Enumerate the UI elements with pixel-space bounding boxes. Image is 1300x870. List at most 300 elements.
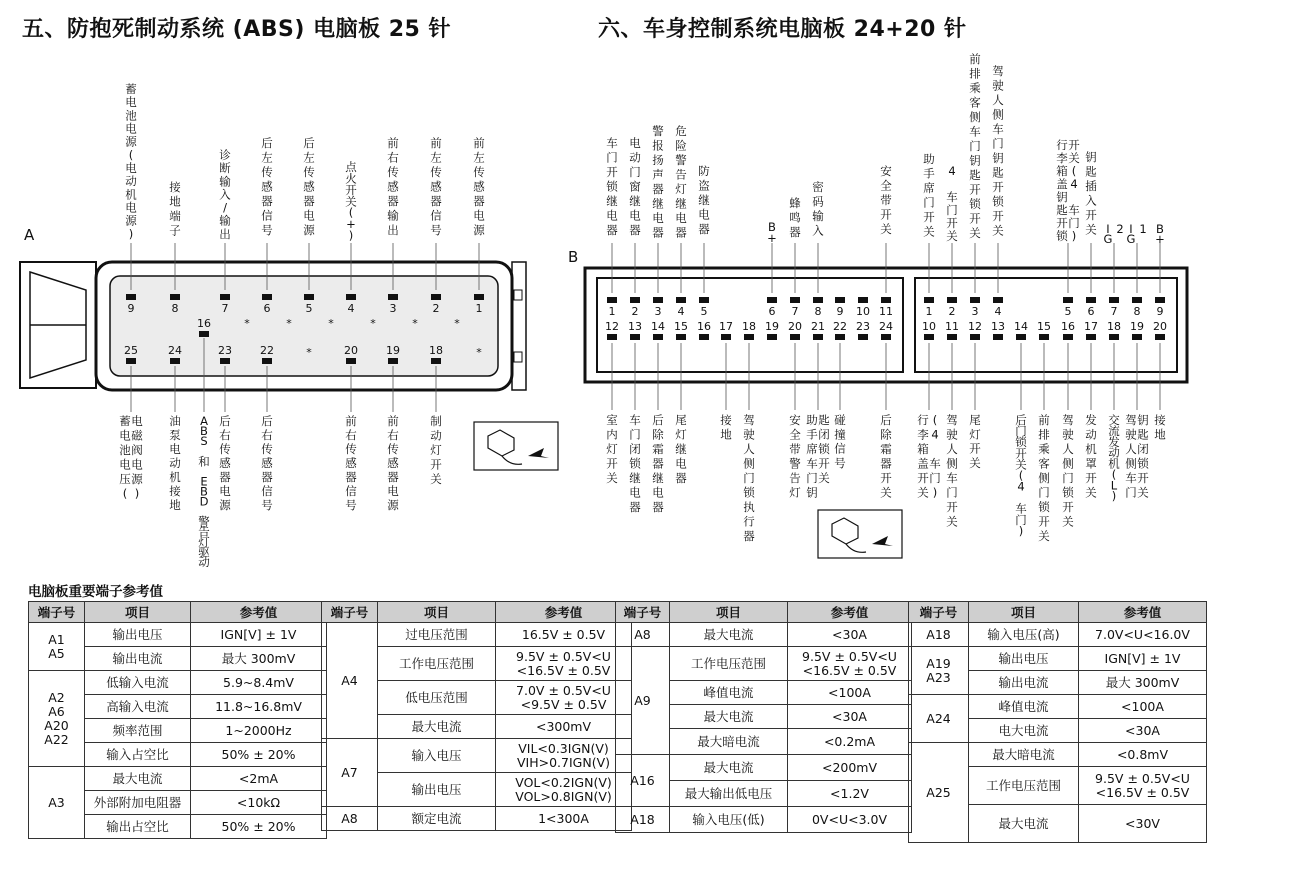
label-char: 开 bbox=[1085, 471, 1097, 485]
label-char: 源 bbox=[125, 213, 137, 228]
label-char: 开 bbox=[880, 471, 892, 485]
item-cell: 最大暗电流 bbox=[670, 729, 788, 755]
label-char: 电 bbox=[629, 136, 641, 150]
label-char: 门 bbox=[629, 165, 641, 179]
label-char: 器 bbox=[743, 529, 755, 543]
pin-number: 8 bbox=[1133, 305, 1141, 318]
label-char: 关 bbox=[992, 223, 1004, 238]
pin-contact bbox=[170, 294, 180, 300]
label-char: 继 bbox=[675, 442, 687, 456]
value-cell: <200mV bbox=[788, 755, 912, 781]
table-row bbox=[909, 647, 1207, 671]
label-char: 诊 bbox=[219, 148, 231, 162]
label-char: 灯 bbox=[430, 443, 442, 457]
label-char: 信 bbox=[430, 208, 442, 223]
label-char: 门 bbox=[806, 471, 818, 485]
label-char: 告 bbox=[789, 471, 801, 485]
table-row bbox=[616, 755, 912, 781]
label-char: 感 bbox=[303, 179, 315, 194]
pin-contact bbox=[790, 334, 800, 340]
label-char: 侧 bbox=[946, 456, 958, 471]
label-char: 尾 bbox=[969, 413, 981, 427]
unused-pin-star: * bbox=[370, 317, 376, 330]
value-cell: 1<300A bbox=[496, 807, 632, 831]
label-char: 器 bbox=[219, 470, 231, 484]
item-cell: 输出电压 bbox=[85, 623, 191, 647]
label-char: 门 bbox=[1125, 485, 1137, 500]
pin-label bbox=[720, 413, 732, 442]
label-char: 开 bbox=[946, 500, 958, 514]
label-char: 接 bbox=[1154, 413, 1166, 427]
table-row bbox=[909, 743, 1207, 767]
pin-contact bbox=[970, 297, 980, 303]
label-char: 出 bbox=[219, 226, 231, 241]
label-char: 关 bbox=[1085, 222, 1097, 237]
label-char: 后 bbox=[261, 136, 273, 150]
pin-number: 10 bbox=[922, 320, 936, 333]
pin-number: 13 bbox=[991, 320, 1005, 333]
label-char: 开 bbox=[992, 180, 1004, 194]
label-char: ( bbox=[348, 205, 354, 220]
label-char: 密 bbox=[812, 180, 824, 194]
label-char: 警 bbox=[675, 153, 687, 167]
pin-contact bbox=[170, 358, 180, 364]
label-char: 池 bbox=[119, 443, 131, 457]
label-char: 声 bbox=[652, 167, 664, 182]
value-cell: <0.2mA bbox=[788, 729, 912, 755]
label-char: I bbox=[1129, 222, 1133, 236]
pin-label bbox=[1085, 150, 1097, 237]
header-item: 项目 bbox=[969, 602, 1079, 623]
pin-label bbox=[698, 164, 710, 236]
label-char: 入 bbox=[219, 187, 231, 202]
pin-number: 12 bbox=[968, 320, 982, 333]
label-char: 行 bbox=[743, 514, 755, 529]
label-char: 锁 bbox=[1015, 435, 1027, 450]
label-char: 电 bbox=[387, 484, 399, 498]
label-char: 窗 bbox=[629, 179, 641, 194]
unused-pin-star: * bbox=[412, 317, 418, 330]
label-char: ) bbox=[1018, 523, 1024, 538]
label-char: 号 bbox=[345, 498, 357, 512]
pin-label bbox=[880, 413, 892, 500]
label-char: 报 bbox=[652, 138, 664, 153]
label-char: 磁 bbox=[131, 428, 143, 443]
label-char: 车 bbox=[946, 471, 958, 485]
label-char: 关 bbox=[345, 194, 357, 209]
label-char: 器 bbox=[629, 223, 641, 237]
label-char: 压 bbox=[119, 472, 131, 486]
label-char: 机 bbox=[1085, 442, 1097, 456]
pin-number: 7 bbox=[1110, 305, 1118, 318]
label-char: 手 bbox=[806, 427, 818, 442]
pin-contact bbox=[676, 297, 686, 303]
label-char: 动 bbox=[1085, 427, 1097, 442]
label-char: 乘 bbox=[1038, 442, 1050, 456]
label-char: 动 bbox=[169, 456, 181, 470]
label-char: 门 bbox=[929, 471, 941, 485]
reference-table-1 bbox=[28, 601, 327, 839]
item-cell: 高输入电流 bbox=[85, 695, 191, 719]
label-char: 断 bbox=[219, 161, 231, 176]
bcm-title: 六、车身控制系统电脑板 24+20 针 bbox=[598, 17, 967, 42]
value-cell: 5.9~8.4mV bbox=[191, 671, 327, 695]
table-row bbox=[29, 671, 327, 695]
pin-contact bbox=[653, 297, 663, 303]
pin-contact bbox=[220, 358, 230, 364]
label-char: 关 bbox=[818, 471, 830, 485]
label-char: 动 bbox=[198, 554, 210, 569]
item-cell: 最大电流 bbox=[670, 755, 788, 781]
label-char: 器 bbox=[652, 456, 664, 471]
label-char: 关 bbox=[923, 224, 935, 239]
value-cell: 7.0V ± 0.5V<U <9.5V ± 0.5V bbox=[496, 681, 632, 715]
label-char: 开 bbox=[606, 165, 618, 179]
pin-contact bbox=[431, 294, 441, 300]
pin-label bbox=[917, 413, 941, 500]
label-char: 前 bbox=[430, 136, 442, 150]
label-char: 关 bbox=[969, 455, 981, 470]
pin-number: 7 bbox=[221, 302, 229, 315]
label-char: D bbox=[199, 494, 209, 509]
label-char: 盖 bbox=[1056, 177, 1068, 191]
value-cell: <30V bbox=[1079, 805, 1207, 843]
label-char: 匙 bbox=[1085, 164, 1097, 179]
pin-contact bbox=[813, 297, 823, 303]
label-char: 地 bbox=[169, 498, 181, 512]
item-cell: 工作电压范围 bbox=[670, 647, 788, 681]
label-char: 动 bbox=[1108, 445, 1120, 460]
pin-label bbox=[1127, 222, 1147, 246]
label-char: 传 bbox=[387, 442, 399, 456]
label-char bbox=[950, 177, 954, 191]
label-char: 锁 bbox=[629, 456, 641, 471]
label-char: 感 bbox=[261, 179, 273, 194]
header-terminal: 端子号 bbox=[29, 602, 85, 623]
connector-b-letter: B bbox=[568, 248, 579, 266]
pin-contact bbox=[858, 334, 868, 340]
pin-label bbox=[345, 160, 357, 243]
pin-contact bbox=[970, 334, 980, 340]
terminal-cell: A8 bbox=[616, 623, 670, 647]
label-char: 驶 bbox=[946, 427, 958, 442]
label-char: 锁 bbox=[1038, 500, 1050, 514]
item-cell: 最大电流 bbox=[670, 623, 788, 647]
pin-number: 4 bbox=[994, 305, 1002, 318]
pin-contact bbox=[262, 294, 272, 300]
pin-number: 25 bbox=[124, 344, 138, 357]
label-char: 电 bbox=[652, 485, 664, 500]
label-char: 地 bbox=[169, 194, 181, 209]
label-char: + bbox=[1155, 232, 1165, 246]
pin-number: 14 bbox=[1014, 320, 1028, 333]
label-char: 前 bbox=[473, 136, 485, 150]
item-cell: 频率范围 bbox=[85, 719, 191, 743]
pin-label bbox=[345, 414, 357, 512]
label-char: 锁 bbox=[606, 179, 618, 194]
label-char: 带 bbox=[880, 193, 892, 207]
pin-contact bbox=[431, 358, 441, 364]
pin-number: 16 bbox=[1061, 320, 1075, 333]
label-char: 机 bbox=[169, 470, 181, 484]
label-char: 人 bbox=[743, 442, 755, 456]
label-char: 接 bbox=[720, 413, 732, 427]
label-char: ( bbox=[122, 486, 128, 501]
label-char: 器 bbox=[675, 225, 687, 240]
pin-label bbox=[1125, 413, 1149, 500]
label-char: B bbox=[200, 424, 208, 439]
item-cell: 低电压范围 bbox=[378, 681, 496, 715]
label-char: 闭 bbox=[1137, 442, 1149, 456]
item-cell: 输入电压(低) bbox=[670, 807, 788, 833]
label-char: 警 bbox=[789, 456, 801, 471]
label-char: 开 bbox=[969, 182, 981, 197]
pin-label bbox=[1015, 413, 1027, 538]
label-char: 传 bbox=[430, 165, 442, 179]
value-cell: <300mV bbox=[496, 715, 632, 739]
pin-number: 2 bbox=[948, 305, 956, 318]
label-char: 后 bbox=[219, 414, 231, 428]
unused-pin-star: * bbox=[306, 346, 312, 359]
pin-number: 3 bbox=[389, 302, 397, 315]
label-char: 2 bbox=[1116, 222, 1124, 236]
pin-number: 2 bbox=[631, 305, 639, 318]
label-char: 门 bbox=[1062, 471, 1074, 485]
reference-table-3 bbox=[615, 601, 912, 833]
pin-label bbox=[969, 52, 981, 240]
pin-number: 16 bbox=[197, 317, 211, 330]
label-char: 锁 bbox=[1137, 456, 1149, 471]
label-char: 关 bbox=[1137, 485, 1149, 500]
terminal-cell: A4 bbox=[322, 623, 378, 739]
header-item: 项目 bbox=[670, 602, 788, 623]
label-char bbox=[933, 442, 937, 456]
label-char: 继 bbox=[606, 194, 618, 208]
value-cell: 最大 300mV bbox=[1079, 671, 1207, 695]
label-char: 钥 bbox=[806, 485, 818, 500]
label-char: 灯 bbox=[969, 427, 981, 442]
label-char: 电 bbox=[125, 200, 137, 215]
pin-number: 21 bbox=[811, 320, 825, 333]
label-char: I bbox=[1106, 222, 1110, 236]
label-char: 门 bbox=[743, 471, 755, 485]
label-char: 器 bbox=[789, 225, 801, 239]
label-char: 开 bbox=[1015, 446, 1027, 461]
label-char: 防 bbox=[698, 164, 710, 178]
label-char: 助 bbox=[923, 152, 935, 166]
label-char: 锁 bbox=[992, 194, 1004, 209]
pin-contact bbox=[220, 294, 230, 300]
terminal-cell: A2 A6 A20 A22 bbox=[29, 671, 85, 767]
label-char: 开 bbox=[1062, 500, 1074, 514]
label-char: ) bbox=[134, 486, 140, 501]
label-char: B bbox=[200, 484, 208, 499]
label-char: 锁 bbox=[969, 197, 981, 211]
pin-label bbox=[606, 136, 618, 237]
pin-label bbox=[606, 413, 618, 485]
pin-label bbox=[261, 136, 273, 237]
item-cell: 输出电流 bbox=[969, 671, 1079, 695]
pin-contact bbox=[835, 297, 845, 303]
label-char: 锁 bbox=[1056, 229, 1068, 243]
pin-label bbox=[1062, 413, 1074, 529]
label-char: 关 bbox=[969, 226, 981, 240]
pin-number: 6 bbox=[1087, 305, 1095, 318]
label-char: 行 bbox=[917, 413, 929, 427]
terminal-cell: A25 bbox=[909, 743, 969, 843]
label-char: 电 bbox=[125, 161, 137, 175]
label-char: 箱 bbox=[917, 442, 929, 456]
label-char: 前 bbox=[969, 52, 981, 66]
label-char: 车 bbox=[992, 122, 1004, 136]
reference-table-2 bbox=[321, 601, 632, 831]
label-char: 输 bbox=[387, 208, 399, 223]
value-cell: VIL<0.3IGN(V) VIH>0.7IGN(V) bbox=[496, 739, 632, 773]
label-char: 电 bbox=[219, 484, 231, 498]
label-char: 流 bbox=[1108, 423, 1120, 438]
label-char: 蓄 bbox=[119, 414, 131, 428]
label-char: 开 bbox=[1085, 208, 1097, 222]
label-char: 继 bbox=[652, 196, 664, 211]
label-char: 除 bbox=[652, 427, 664, 442]
label-char: 门 bbox=[946, 203, 958, 217]
label-char: 码 bbox=[812, 194, 824, 209]
label-char: 钥 bbox=[1056, 190, 1068, 204]
pin-number: 5 bbox=[305, 302, 313, 315]
pin-label bbox=[169, 414, 181, 512]
label-char: / bbox=[223, 200, 227, 215]
label-char: 1 bbox=[1139, 222, 1147, 236]
label-char: 人 bbox=[992, 93, 1004, 107]
item-cell: 电大电流 bbox=[969, 719, 1079, 743]
item-cell: 输出电流 bbox=[85, 647, 191, 671]
label-char: 继 bbox=[652, 471, 664, 485]
pin-label bbox=[1108, 413, 1120, 503]
item-cell: 额定电流 bbox=[378, 807, 496, 831]
label-char: 关 bbox=[606, 471, 618, 485]
label-char: 电 bbox=[119, 457, 131, 472]
label-char: 车 bbox=[1015, 501, 1027, 516]
label-char: 驱 bbox=[198, 544, 210, 559]
label-char: 地 bbox=[1154, 427, 1166, 442]
pin-label bbox=[652, 124, 664, 240]
label-char: 源 bbox=[387, 498, 399, 512]
pin-label bbox=[789, 413, 801, 500]
label-char: 霜 bbox=[652, 442, 664, 456]
label-char: 动 bbox=[430, 428, 442, 443]
label-char: 开 bbox=[606, 456, 618, 471]
item-cell: 最大电流 bbox=[670, 705, 788, 729]
value-cell: 最大 300mV bbox=[191, 647, 327, 671]
label-char: 门 bbox=[992, 136, 1004, 151]
label-char: 人 bbox=[1062, 442, 1074, 456]
label-char: 4 bbox=[948, 164, 956, 178]
pin-label bbox=[473, 136, 485, 237]
label-char: 车 bbox=[629, 413, 641, 427]
value-cell: <30A bbox=[1079, 719, 1207, 743]
label-char: 钥 bbox=[1085, 150, 1097, 164]
label-char: 席 bbox=[923, 181, 935, 195]
table-row bbox=[29, 623, 327, 647]
label-char: 传 bbox=[473, 165, 485, 179]
label-char: 器 bbox=[652, 225, 664, 240]
table-row bbox=[616, 807, 912, 833]
label-char: 车 bbox=[606, 136, 618, 150]
label-char: 侧 bbox=[1062, 456, 1074, 471]
label-char: 器 bbox=[629, 500, 641, 514]
label-char: 匙 bbox=[1056, 203, 1068, 217]
table-row bbox=[616, 623, 912, 647]
label-char: 开 bbox=[969, 441, 981, 456]
pin-number: 6 bbox=[768, 305, 776, 318]
terminal-cell: A9 bbox=[616, 647, 670, 755]
label-char: E bbox=[200, 474, 208, 489]
pin-number: 20 bbox=[788, 320, 802, 333]
label-char: 蓄 bbox=[125, 82, 137, 96]
label-char: 驶 bbox=[1062, 427, 1074, 442]
label-char: 感 bbox=[387, 456, 399, 470]
pin-contact bbox=[993, 297, 1003, 303]
label-char: ( bbox=[1018, 468, 1024, 483]
item-cell: 输出电压 bbox=[378, 773, 496, 807]
pin-contact bbox=[744, 334, 754, 340]
label-char: 号 bbox=[430, 223, 442, 237]
label-char: 油 bbox=[169, 414, 181, 428]
label-char: 内 bbox=[606, 427, 618, 442]
item-cell: 最大电流 bbox=[378, 715, 496, 739]
pin-label bbox=[1085, 413, 1097, 500]
item-cell: 输入电压 bbox=[378, 739, 496, 773]
label-char: 器 bbox=[303, 194, 315, 208]
label-char: 锁 bbox=[1062, 485, 1074, 500]
label-char: 电 bbox=[125, 121, 137, 136]
pin-number: 6 bbox=[263, 302, 271, 315]
pin-number: 2 bbox=[432, 302, 440, 315]
label-char: 器 bbox=[430, 194, 442, 208]
label-char: 入 bbox=[812, 223, 824, 238]
label-char: 车 bbox=[1125, 471, 1137, 485]
value-cell: <1.2V bbox=[788, 781, 912, 807]
pin-number: 22 bbox=[833, 320, 847, 333]
label-char: 继 bbox=[698, 193, 710, 207]
label-char: 驾 bbox=[743, 413, 755, 427]
label-char: 匙 bbox=[969, 168, 981, 182]
item-cell: 输入电压(高) bbox=[969, 623, 1079, 647]
pin-label bbox=[219, 414, 231, 512]
label-char: 灯 bbox=[789, 485, 801, 500]
header-item: 项目 bbox=[85, 602, 191, 623]
pin-number: 4 bbox=[347, 302, 355, 315]
label-char: 驶 bbox=[743, 427, 755, 442]
label-char: 器 bbox=[261, 194, 273, 208]
label-char: 车 bbox=[929, 456, 941, 471]
pin-number: 9 bbox=[1156, 305, 1164, 318]
label-char: 警 bbox=[652, 124, 664, 138]
label-char: 输 bbox=[812, 209, 824, 223]
item-cell: 峰值电流 bbox=[969, 695, 1079, 719]
label-char: 门 bbox=[1015, 512, 1027, 527]
label-char: 全 bbox=[789, 427, 801, 442]
pin-contact bbox=[1086, 334, 1096, 340]
pin-number: 17 bbox=[1084, 320, 1098, 333]
pin-contact bbox=[881, 297, 891, 303]
pin-label bbox=[880, 164, 892, 236]
pin-number: 18 bbox=[429, 344, 443, 357]
abs-title: 五、防抱死制动系统 (ABS) 电脑板 25 针 bbox=[22, 17, 452, 42]
label-char: 驶 bbox=[992, 78, 1004, 93]
label-char: 传 bbox=[219, 442, 231, 456]
pin-label bbox=[1155, 222, 1165, 246]
